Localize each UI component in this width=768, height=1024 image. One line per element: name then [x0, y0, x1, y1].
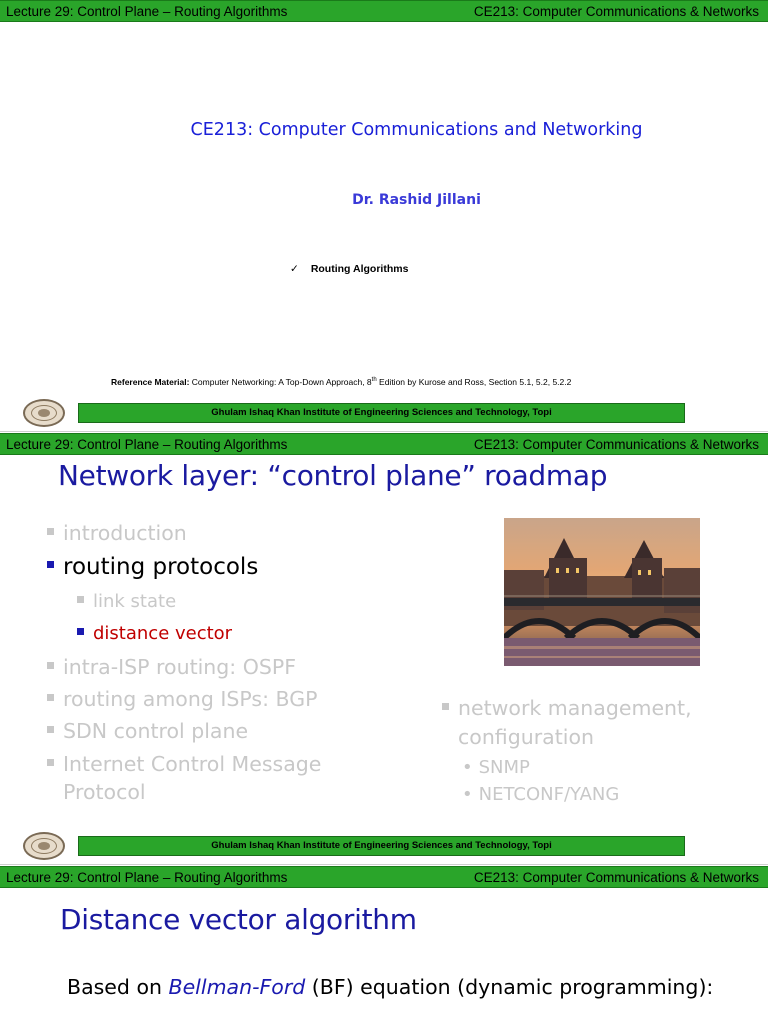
bullet-square-icon [77, 628, 84, 635]
slide1-course-title: CE213: Computer Communications and Networking [190, 120, 643, 140]
bullet-bgp: routing among ISPs: BGP [47, 687, 317, 711]
bellman-ford-term: Bellman-Ford [168, 975, 306, 999]
bullet-square-icon [442, 703, 449, 710]
slide3-title: Distance vector algorithm [60, 903, 417, 936]
reference-text-b: Edition by Kurose and Ross, Section 5.1, 5.2, 5.2.2 [376, 377, 572, 387]
slide1-header-left: Lecture 29: Control Plane – Routing Algorithms [6, 4, 288, 19]
bullet-introduction: introduction [47, 521, 187, 545]
slide2-header-left: Lecture 29: Control Plane – Routing Algorithms [6, 437, 288, 452]
bullet-square-icon [47, 662, 54, 669]
slide-divider [0, 864, 768, 865]
slide3-header [0, 866, 768, 888]
bullet-square-icon [47, 528, 54, 535]
slide1-header-right: CE213: Computer Communications & Networks [473, 4, 759, 19]
bullet-network-management-cont: configuration [458, 725, 594, 749]
slide1-topic [290, 263, 408, 275]
slide2-header-right: CE213: Computer Communications & Networks [473, 437, 759, 452]
bullet-sdn: SDN control plane [47, 719, 248, 743]
bullet-square-icon [47, 694, 54, 701]
reference-label: Reference Material: [111, 377, 190, 387]
bullet-square-icon [77, 596, 84, 603]
slide3-bf-line: Based on Bellman-Ford (BF) equation (dynamic programming): [67, 975, 714, 999]
slide3-header-right: CE213: Computer Communications & Networks [473, 870, 759, 885]
reference-text-a: Computer Networking: A Top-Down Approach, 8 [191, 377, 372, 387]
bullet-link-state: link state [77, 591, 176, 612]
slide1-footer: Ghulam Ishaq Khan Institute of Engineering Sciences and Technology, Topi [78, 403, 685, 423]
slide1-topic-text: Routing Algorithms [310, 263, 409, 275]
bullet-routing-protocols: routing protocols [47, 554, 258, 580]
slide1-author: Dr. Rashid Jillani [352, 192, 481, 208]
checkmark-icon: ✓ [290, 263, 299, 275]
bullet-ospf: intra-ISP routing: OSPF [47, 655, 296, 679]
slide2-footer: Ghulam Ishaq Khan Institute of Engineering Sciences and Technology, Topi [78, 836, 685, 856]
slide2-title: Network layer: “control plane” roadmap [58, 459, 608, 492]
institute-seal-icon [23, 399, 65, 427]
bullet-netconf: • NETCONF/YANG [462, 784, 620, 805]
bullet-icmp: Internet Control Message [47, 752, 321, 776]
slide-divider [0, 431, 768, 432]
bullet-square-icon [47, 561, 54, 568]
slide1-header [0, 0, 768, 22]
bullet-icmp-cont: Protocol [63, 780, 146, 804]
slide3-header-left: Lecture 29: Control Plane – Routing Algorithms [6, 870, 288, 885]
slide2-header [0, 433, 768, 455]
reference-sup: th [371, 377, 377, 384]
bullet-snmp: • SNMP [462, 757, 530, 778]
bullet-distance-vector: distance vector [77, 623, 232, 644]
institute-seal-icon [23, 832, 65, 860]
bridge-photo [504, 518, 700, 666]
bullet-square-icon [47, 759, 54, 766]
slide1-reference [111, 377, 571, 387]
bullet-square-icon [47, 726, 54, 733]
bullet-network-management: network management, [442, 696, 692, 720]
